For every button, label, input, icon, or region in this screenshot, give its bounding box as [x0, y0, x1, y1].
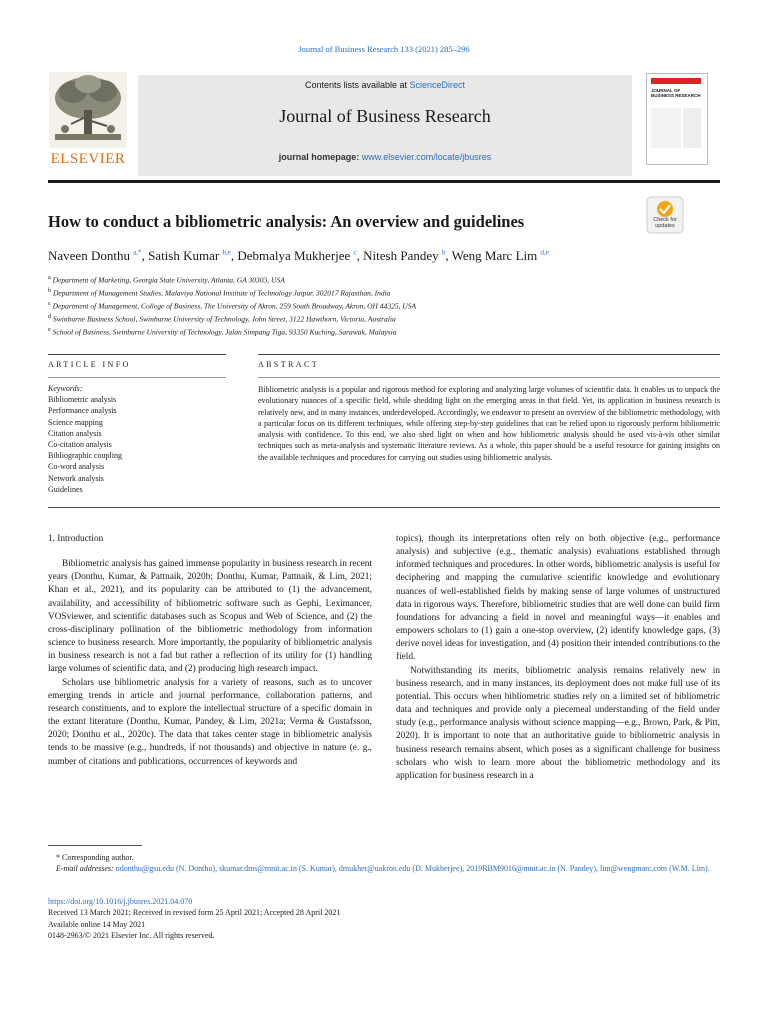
- keywords-label: Keywords:: [48, 384, 83, 393]
- homepage-line: [138, 152, 632, 162]
- affiliation-item: $^b$ Department of Management Studies, Malaviya National Institute of Technology Jaipur, 302017 Rajasthan, India: [48, 287, 391, 298]
- body-paragraph: Scholars use bibliometric analysis for a variety of reasons, such as to uncover emerging trends in article and journal performance, collaboration patterns, and research constituents, and to explore the intellectual structure of a specific domain in the extant literature (Donthu, Kumar, Pandey, & Lim, 2021a; Verma & Gustafsson, 2020; Donthu et al., 2020c). The data that takes center stage in bibliometric analysis tends to be massive (e.g., hundreds, if not thousands) and objective in nature (e. g., number of citations and publications, occurrences of keywords and: [48, 677, 372, 767]
- email-label: E-mail addresses:: [56, 864, 114, 874]
- doi-link[interactable]: https://doi.org/10.1016/j.jbusres.2021.04.070: [48, 897, 193, 906]
- article-info-rule: [48, 354, 226, 355]
- journal-title: Journal of Business Research: [279, 106, 491, 126]
- journal-cover-thumbnail: [646, 73, 708, 165]
- footnotes: [48, 852, 720, 875]
- abstract-text: Bibliometric analysis is a popular and rigorous method for exploring and analyzing large volumes of scientific data. It enables us to unpack the evolutionary nuances of a specific field, while shedding light on the emerging areas in that field. Yet, its application in business research is relatively new, and in many instances, underdeveloped. Accordingly, we endeavor to present an overview of the bibliometric methodology, with a particular focus on its different techniques, while offering step-by-step guidelines that can be relied upon to rigorously perform bibliometric analysis with confidence. To this end, we also shed light on when and how bibliometric analysis should be used vis-à-vis other similar techniques such as meta-analysis and systematic literature reviews. As a whole, this paper should be a useful resource for gaining insights on the available techniques and procedures for carrying out studies using bibliometric analysis.: [258, 385, 720, 462]
- homepage-prefix: journal homepage:: [278, 152, 362, 162]
- elsevier-wordmark: ELSEVIER: [50, 151, 126, 167]
- author-affil-marker[interactable]: a,*: [133, 248, 142, 257]
- email-addresses[interactable]: ndonthu@gsu.edu (N. Donthu), skumar.dms@mnit.ac.in (S. Kumar), dmukher@uakron.edu (D. Mukherjee), 2019RBM9016@mnit.ac.in (N. Pandey), lim@wengmarc.com (W.M. Lim).: [115, 864, 710, 874]
- body-paragraph: Bibliometric analysis has gained immense popularity in business research in recent years (Donthu, Kumar, & Pattnaik, 2020b; Donthu, Kumar, Pattnaik, & Lim, 2021; Khan et al., 2021), and its popularity can be attributed to (1) the advancement, availability, and accessibility of bibliometric software such as Gephi, Leximancer, VOSviewer, and scientific databases such as Scopus and Web of Science, and (2) the cross-disciplinary pollination of the bibliometric methodology from information science to business research. More importantly, the popularity of bibliometric analysis in business research is not a fad but rather a reflection of its utility for (1) handling large volumes of scientific data, and (2) producing high research impact.: [48, 559, 372, 675]
- article-info-subrule: [48, 377, 226, 378]
- body-column-right: [396, 533, 720, 783]
- keyword-item: Science mapping: [48, 417, 103, 427]
- abstract-heading: ABSTRACT: [258, 360, 319, 369]
- affiliation-item: $^d$ Swinburne Business School, Swinburne University of Technology, John Street, 3122 Hawthorn, Victoria, Australia: [48, 313, 396, 324]
- footnote-rule: [48, 845, 142, 846]
- paper-title: How to conduct a bibliometric analysis: An overview and guidelines: [48, 212, 525, 231]
- affiliation-item: $^e$ School of Business, Swinburne University of Technology, Jalan Simpang Tiga, 93350 Kuching, Sarawak, Malaysia: [48, 326, 397, 337]
- author-name[interactable]: Satish Kumar: [148, 248, 220, 263]
- affiliation-item: $^a$ Department of Marketing, Georgia State University, Atlanta, GA 30303, USA: [48, 274, 285, 285]
- keyword-item: Bibliographic coupling: [48, 451, 122, 461]
- affiliation-item: $^c$ Department of Management, College of Business, The University of Akron, 259 South Broadway, Akron, OH 44325, USA: [48, 300, 417, 311]
- keyword-item: Citation analysis: [48, 428, 102, 438]
- available-online: Available online 14 May 2021: [48, 919, 146, 929]
- badge-line-1: Check for: [653, 217, 677, 223]
- author-affil-marker[interactable]: b: [441, 248, 446, 257]
- author-name[interactable]: Debmalya Mukherjee: [237, 248, 351, 263]
- contents-prefix: Contents lists available at: [304, 80, 410, 90]
- body-paragraph: topics), though its interpretations often rely on both objective (e.g., performance analysis) and subjective (e.g., thematic analysis) evaluations established through informed techniques and procedures. In other words, bibliometric analysis is useful for deciphering and mapping the cumulative scientific knowledge and evolutionary nuances of well-established fields by making sense of large volumes of unstructured data in rigorous ways. Therefore, bibliometric studies that are well done can build firm foundations for advancing a field in novel and meaningful ways—it enables and empowers scholars to (1) gain a one-stop overview, (2) identify knowledge gaps, (3) derive novel ideas for investigation, and (4) position their intended contributions to the field.: [396, 534, 720, 663]
- abstract-subrule: [258, 377, 720, 378]
- article-info-heading: ARTICLE INFO: [48, 360, 131, 369]
- received-dates: Received 13 March 2021; Received in revised form 25 April 2021; Accepted 28 April 2021: [48, 908, 341, 918]
- badge-line-2: updates: [655, 223, 675, 230]
- cover-title: JOURNAL OF BUSINESS RESEARCH: [651, 88, 701, 98]
- section-heading: 1. Introduction: [48, 534, 104, 544]
- keyword-item: Network analysis: [48, 473, 104, 483]
- publication-info: [48, 896, 720, 942]
- keyword-item: Performance analysis: [48, 406, 117, 416]
- check-for-updates-badge[interactable]: [646, 196, 684, 234]
- author-affil-marker[interactable]: d,e: [540, 248, 549, 257]
- keyword-item: Bibliometric analysis: [48, 395, 117, 405]
- keyword-item: Guidelines: [48, 484, 83, 494]
- author-name[interactable]: Nitesh Pandey: [363, 248, 439, 263]
- abstract-rule: [258, 354, 720, 355]
- author-affil-marker[interactable]: c: [353, 248, 357, 257]
- keyword-item: Co-word analysis: [48, 462, 105, 472]
- sciencedirect-link[interactable]: ScienceDirect: [409, 80, 466, 90]
- corresponding-author-note: * Corresponding author.: [56, 853, 134, 862]
- homepage-link[interactable]: www.elsevier.com/locate/jbusres: [361, 152, 492, 162]
- journal-reference[interactable]: Journal of Business Research 133 (2021) 285–296: [298, 44, 470, 54]
- abstract-bottom-rule: [48, 507, 720, 508]
- copyright-line: 0148-2963/© 2021 Elsevier Inc. All rights reserved.: [48, 931, 215, 941]
- author-list: Naveen Donthu $^{a,*}$, Satish Kumar $^{b,e}$, Debmalya Mukherjee $^c$, Nitesh Pandey $^b$, Weng Marc Lim $^{d,e}$: [48, 248, 549, 263]
- keywords-list: [48, 383, 122, 495]
- body-paragraph: Notwithstanding its merits, bibliometric analysis remains relatively new in business research, and in many instances, its deployment does not make full use of its potential. This occurs when bibliometric studies rely on a limited set of bibliometric data and techniques and provide only a piecemeal understanding of the field under study (e.g., performance analysis without science mapping—e.g., Brown, Park, & Pitt, 2020). It is important to note that an authoritative guide to bibliometric analysis in business research remains absent, which poses as a significant challenge for business scholars who wish to learn more about the bibliometric methodology and its application for business research in a: [396, 665, 720, 781]
- keyword-item: Co-citation analysis: [48, 440, 112, 450]
- body-column-left: [48, 533, 372, 769]
- header-rule: [48, 180, 720, 183]
- author-affil-marker[interactable]: b,e: [222, 248, 231, 257]
- author-name[interactable]: Naveen Donthu: [48, 248, 130, 263]
- author-name[interactable]: Weng Marc Lim: [451, 248, 538, 263]
- contents-line: [138, 80, 632, 90]
- affiliation-list: [48, 273, 416, 338]
